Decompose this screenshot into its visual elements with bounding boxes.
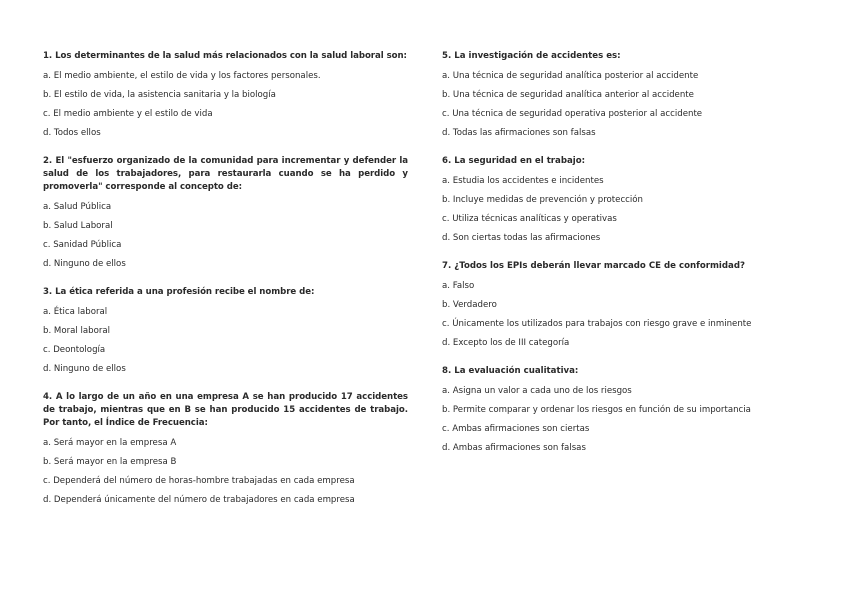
left-column [43, 50, 408, 522]
question-5 [442, 50, 802, 139]
option-c: c. Sanidad Pública [43, 240, 122, 250]
option-b: b. Verdadero [442, 300, 497, 310]
option-d: d. Son ciertas todas las afirmaciones [442, 233, 601, 243]
question-8 [442, 365, 802, 454]
option-b: b. Será mayor en la empresa B [43, 457, 177, 467]
option-b: b. Una técnica de seguridad analítica anterior al accidente [442, 90, 694, 100]
option-d: d. Dependerá únicamente del número de trabajadores en cada empresa [43, 495, 355, 505]
option-c: c. Dependerá del número de horas-hombre trabajadas en cada empresa [43, 476, 355, 486]
option-a: a. Estudia los accidentes e incidentes [442, 176, 604, 186]
question-4 [43, 391, 408, 506]
option-d: d. Ninguno de ellos [43, 259, 126, 269]
option-d: d. Ambas afirmaciones son falsas [442, 443, 586, 453]
option-d: d. Todos ellos [43, 128, 101, 138]
option-c: c. Una técnica de seguridad operativa posterior al accidente [442, 109, 703, 119]
option-b: b. El estilo de vida, la asistencia sanitaria y la biología [43, 90, 276, 100]
option-d: d. Todas las afirmaciones son falsas [442, 128, 596, 138]
option-a: a. Ética laboral [43, 307, 108, 317]
question-title: 1. Los determinantes de la salud más relacionados con la salud laboral son: [43, 51, 407, 61]
question-3 [43, 286, 408, 375]
option-a: a. Salud Pública [43, 202, 112, 212]
question-title: 7. ¿Todos los EPIs deberán llevar marcado CE de conformidad? [442, 261, 745, 271]
option-a: a. Asigna un valor a cada uno de los riesgos [442, 386, 632, 396]
option-b: b. Permite comparar y ordenar los riesgos en función de su importancia [442, 405, 751, 415]
question-title: 3. La ética referida a una profesión recibe el nombre de: [43, 287, 315, 297]
question-2 [43, 155, 408, 270]
option-a: a. Una técnica de seguridad analítica posterior al accidente [442, 71, 699, 81]
right-column [442, 50, 802, 470]
question-title: 4. A lo largo de un año en una empresa A se han producido 17 accidentes de trabajo, mientras que en B se han producido 15 accidentes de trabajo. Por tanto, el Índice de Frecuencia: [43, 392, 408, 428]
option-c: c. Únicamente los utilizados para trabajos con riesgo grave e inminente [442, 319, 752, 329]
option-a: a. Será mayor en la empresa A [43, 438, 177, 448]
option-b: b. Incluye medidas de prevención y protección [442, 195, 643, 205]
question-6 [442, 155, 802, 244]
question-title: 6. La seguridad en el trabajo: [442, 156, 586, 166]
option-d: d. Excepto los de III categoría [442, 338, 570, 348]
option-c: c. El medio ambiente y el estilo de vida [43, 109, 213, 119]
option-a: a. El medio ambiente, el estilo de vida y los factores personales. [43, 71, 321, 81]
option-d: d. Ninguno de ellos [43, 364, 126, 374]
option-c: c. Ambas afirmaciones son ciertas [442, 424, 590, 434]
question-7 [442, 260, 802, 349]
question-1 [43, 50, 408, 139]
question-title: 2. El "esfuerzo organizado de la comunidad para incrementar y defender la salud de los trabajadores, para restaurarla cuando se ha perdido y promoverla" corresponde al concepto de: [43, 156, 408, 192]
question-title: 8. La evaluación cualitativa: [442, 366, 579, 376]
option-c: c. Deontología [43, 345, 106, 355]
question-title: 5. La investigación de accidentes es: [442, 51, 621, 61]
option-b: b. Moral laboral [43, 326, 111, 336]
option-b: b. Salud Laboral [43, 221, 113, 231]
option-c: c. Utiliza técnicas analíticas y operativas [442, 214, 617, 224]
option-a: a. Falso [442, 281, 475, 291]
